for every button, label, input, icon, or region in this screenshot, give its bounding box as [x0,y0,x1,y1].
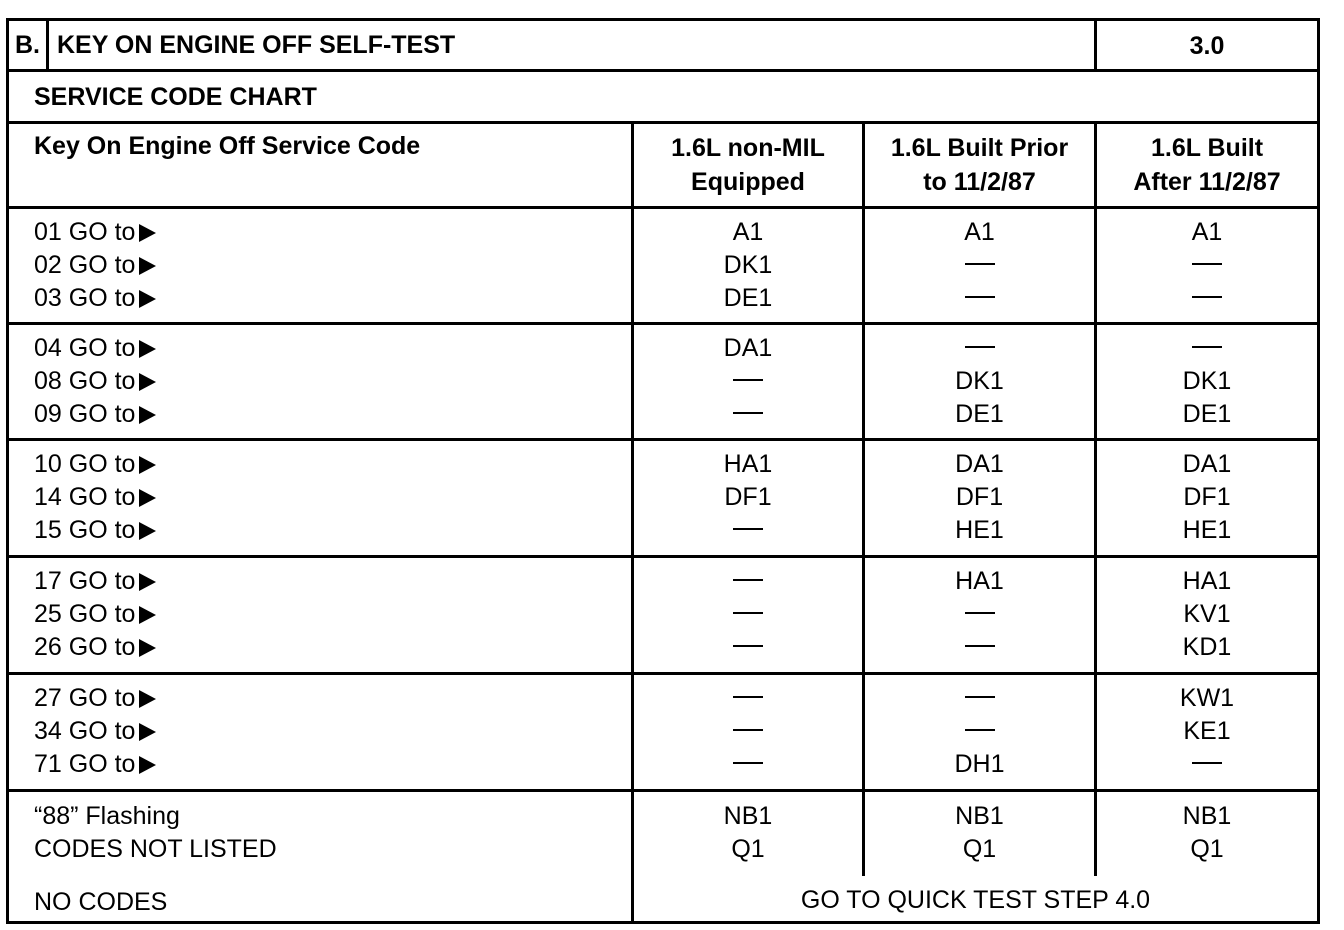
code-label: 26 GO to [34,633,136,661]
code-row [34,365,156,398]
dash-mark [733,696,763,698]
table-cell-c2 [865,715,1094,748]
code-row [34,249,156,282]
column-header-code: Key On Engine Off Service Code [34,132,421,160]
arrow-right-icon [139,489,156,507]
code-label: 17 GO to [34,567,136,595]
table-cell-c3: A1 [1191,218,1223,246]
table-cell-c2: HE1 [955,516,1004,544]
chart-subtitle: SERVICE CODE CHART [34,83,317,111]
footer-cell-c3: Q1 [1190,835,1224,863]
subtitle-rule [9,121,1317,124]
table-cell-c1 [634,715,862,748]
arrow-right-icon [139,406,156,424]
table-cell-c1 [634,631,862,664]
code-label: CODES NOT LISTED [34,835,277,863]
table-cell-c2 [865,282,1094,315]
step-number: 3.0 [1189,32,1225,60]
table-cell-c2: DH1 [954,750,1005,778]
footer-cell-c1: Q1 [731,835,765,863]
arrow-right-icon [139,373,156,391]
table-cell-c3: KV1 [1183,600,1231,628]
code-row [34,631,156,664]
footer-row [34,800,180,833]
code-label: 09 GO to [34,400,136,428]
code-label: 34 GO to [34,717,136,745]
arrow-right-icon [139,257,156,275]
code-label: 03 GO to [34,284,136,312]
table-cell-c1: DF1 [724,483,772,511]
dash-mark [1192,346,1222,348]
dash-mark [733,412,763,414]
code-label: 25 GO to [34,600,136,628]
group-rule [9,789,1317,792]
table-cell-c2 [865,332,1094,365]
table-cell-c3 [1097,748,1317,781]
code-label: 02 GO to [34,251,136,279]
table-cell-c3 [1097,282,1317,315]
table-cell-c1: HA1 [723,450,773,478]
code-label: “88” Flashing [34,802,180,830]
table-cell-c1 [634,598,862,631]
code-label: 14 GO to [34,483,136,511]
arrow-right-icon [139,456,156,474]
dash-mark [733,379,763,381]
table-cell-c1 [634,365,862,398]
table-cell-c3 [1097,249,1317,282]
code-row [34,481,156,514]
footer-row [34,833,277,866]
table-cell-c3: DK1 [1182,367,1232,395]
code-row [34,332,156,365]
code-label: 71 GO to [34,750,136,778]
code-label: 10 GO to [34,450,136,478]
table-cell-c1 [634,514,862,547]
dash-mark [965,612,995,614]
table-cell-c1 [634,398,862,431]
dash-mark [733,528,763,530]
code-label: 27 GO to [34,684,136,712]
group-rule [9,672,1317,675]
dash-mark [965,263,995,265]
table-cell-c2: DE1 [955,400,1004,428]
table-cell-c2 [865,598,1094,631]
arrow-right-icon [139,290,156,308]
table-cell-c1 [634,748,862,781]
table-cell-c2: DK1 [955,367,1004,395]
arrow-right-icon [139,522,156,540]
arrow-right-icon [139,639,156,657]
code-row [34,282,156,315]
arrow-right-icon [139,690,156,708]
dash-mark [1192,762,1222,764]
code-row [34,398,156,431]
arrow-right-icon [139,756,156,774]
code-row [34,448,156,481]
dash-mark [965,296,995,298]
arrow-right-icon [139,606,156,624]
table-cell-c1: A1 [732,218,764,246]
dash-mark [733,729,763,731]
arrow-right-icon [139,723,156,741]
footer-cell-c3: NB1 [1182,802,1232,830]
dash-mark [733,762,763,764]
column-header-prior: 1.6L Built Prior to 11/2/87 [890,134,1069,196]
service-code-chart [6,18,1320,924]
table-cell-c3: HA1 [1182,567,1232,595]
table-cell-c2: A1 [964,218,995,246]
table-cell-c2: DA1 [955,450,1004,478]
code-row [34,748,156,781]
no-codes-label: NO CODES [34,888,168,916]
code-label: 04 GO to [34,334,136,362]
group-rule [9,322,1317,325]
header-rule [9,69,1317,72]
code-row [34,216,156,249]
group-rule [9,555,1317,558]
column-header-rule [9,206,1317,209]
table-cell-c1 [634,565,862,598]
dash-mark [965,346,995,348]
table-cell-c1: DE1 [723,284,773,312]
section-title: KEY ON ENGINE OFF SELF-TEST [57,31,456,59]
footer-cell-c2: Q1 [962,835,997,863]
dash-mark [965,696,995,698]
dash-mark [965,645,995,647]
code-row [34,565,156,598]
arrow-right-icon [139,224,156,242]
table-cell-c2: DF1 [955,483,1004,511]
arrow-right-icon [139,573,156,591]
code-row [34,514,156,547]
code-row [34,715,156,748]
footer-cell-c1: NB1 [723,802,773,830]
table-cell-c2 [865,249,1094,282]
dash-mark [733,579,763,581]
table-cell-c3: DA1 [1182,450,1232,478]
table-cell-c3: DE1 [1182,400,1232,428]
code-row [34,598,156,631]
dash-mark [965,729,995,731]
table-cell-c1 [634,682,862,715]
section-letter: B. [15,31,40,59]
dash-mark [733,612,763,614]
no-codes-action: GO TO QUICK TEST STEP 4.0 [800,886,1151,914]
table-cell-c1: DA1 [723,334,773,362]
table-cell-c3 [1097,332,1317,365]
footer-cell-c2: NB1 [955,802,1004,830]
arrow-right-icon [139,340,156,358]
table-cell-c2: HA1 [955,567,1004,595]
dash-mark [1192,296,1222,298]
table-cell-c1: DK1 [723,251,773,279]
column-header-non-mil: 1.6L non-MIL Equipped [671,134,825,196]
dash-mark [733,645,763,647]
table-cell-c3: DF1 [1183,483,1231,511]
table-cell-c2 [865,631,1094,664]
section-divider [46,21,49,69]
table-cell-c3: HE1 [1182,516,1232,544]
code-row [34,682,156,715]
group-rule [9,438,1317,441]
dash-mark [1192,263,1222,265]
table-cell-c3: KW1 [1179,684,1235,712]
table-cell-c2 [865,682,1094,715]
code-label: 15 GO to [34,516,136,544]
code-label: 01 GO to [34,218,136,246]
table-cell-c3: KE1 [1183,717,1231,745]
column-header-after: 1.6L Built After 11/2/87 [1133,134,1281,196]
code-label: 08 GO to [34,367,136,395]
table-cell-c3: KD1 [1182,633,1232,661]
